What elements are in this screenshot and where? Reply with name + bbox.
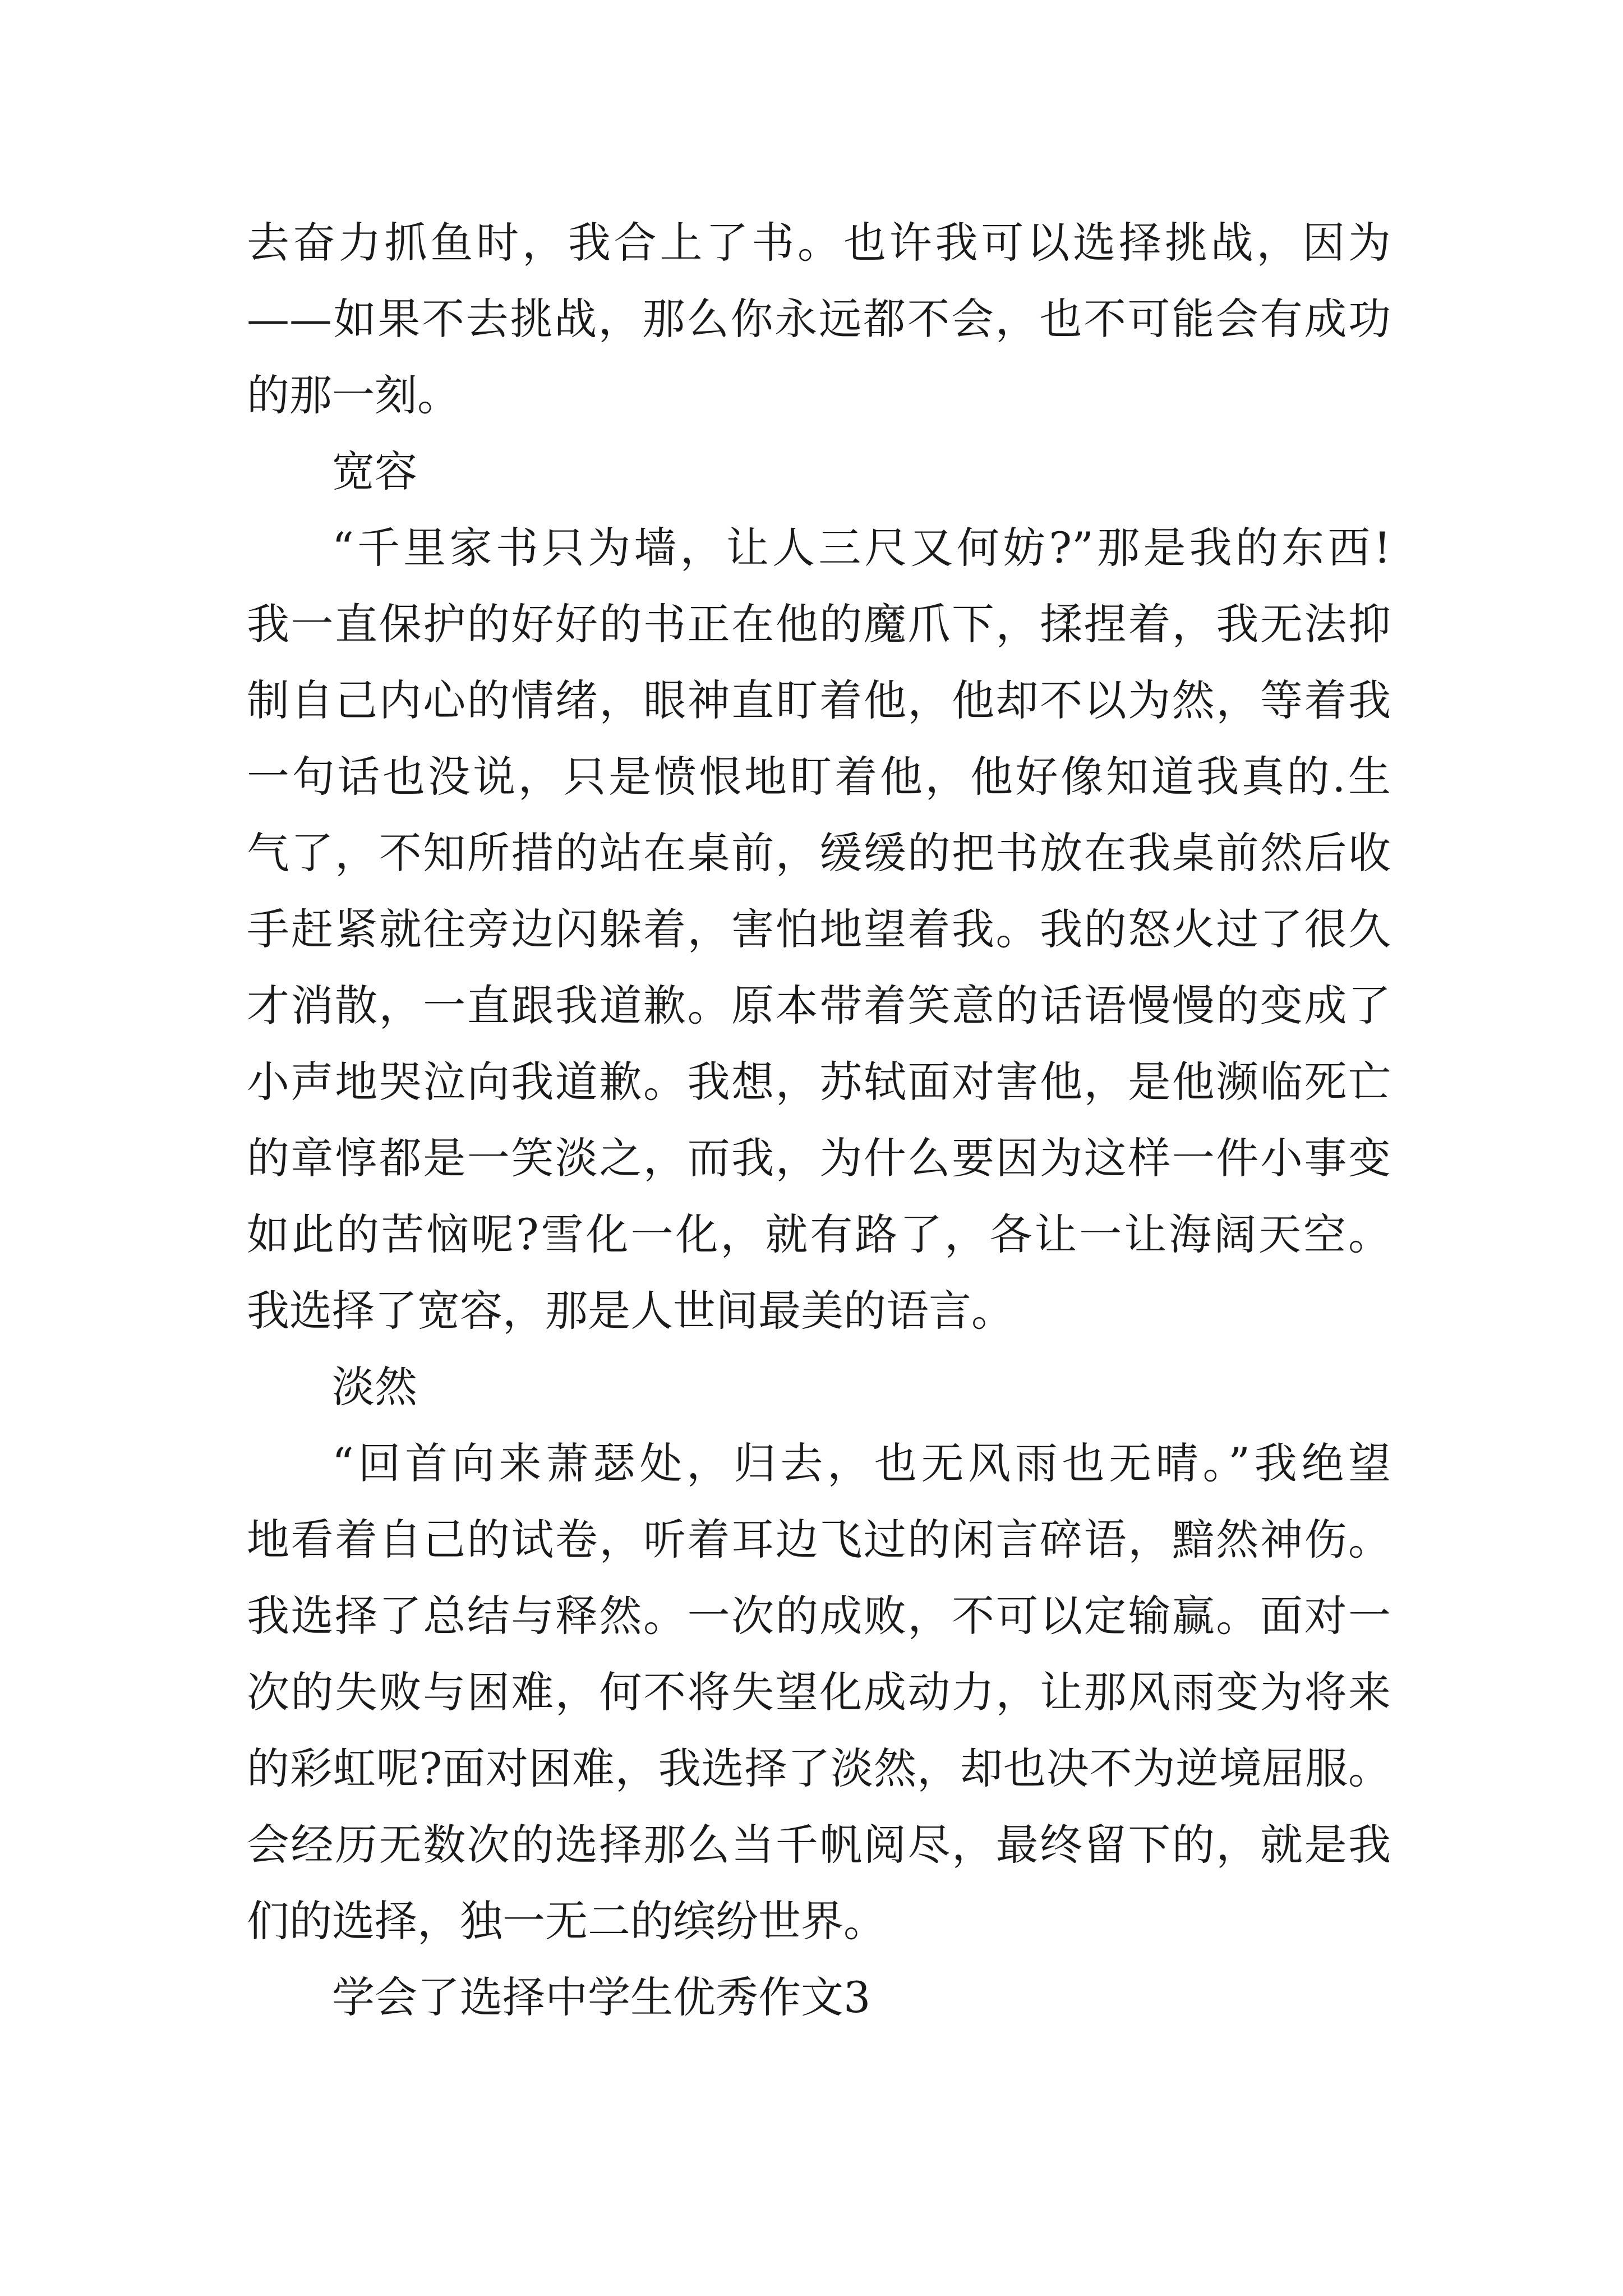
text-line: “回首向来萧瑟处，归去，也无风雨也无晴。”我绝望 bbox=[332, 1438, 1391, 1488]
text-line: 我选择了宽容，那是人世间最美的语言。 bbox=[247, 1286, 1014, 1336]
text-line: 地看着自己的试卷，听着耳边飞过的闲言碎语，黯然神伤。 bbox=[247, 1515, 1391, 1565]
text-line: 小声地哭泣向我道歉。我想，苏轼面对害他，是他濒临死亡 bbox=[247, 1057, 1391, 1107]
text-line: 一句话也没说，只是愤恨地盯着他，他好像知道我真的.生 bbox=[247, 752, 1391, 802]
text-line: 手赶紧就往旁边闪躲着，害怕地望着我。我的怒火过了很久 bbox=[247, 904, 1391, 954]
text-line: 宽容 bbox=[332, 447, 417, 496]
text-line: 去奋力抓鱼时，我合上了书。也许我可以选择挑战，因为 bbox=[247, 218, 1391, 268]
text-line: 气了，不知所措的站在桌前，缓缓的把书放在我桌前然后收 bbox=[247, 828, 1391, 878]
text-line: 会经历无数次的选择那么当千帆阅尽，最终留下的，就是我 bbox=[247, 1820, 1391, 1870]
document-body bbox=[247, 205, 1391, 2036]
text-line: 我选择了总结与释然。一次的成败，不可以定输赢。面对一 bbox=[247, 1591, 1391, 1641]
text-line: ——如果不去挑战，那么你永远都不会，也不可能会有成功 bbox=[247, 294, 1391, 344]
text-line: 才消散，一直跟我道歉。原本带着笑意的话语慢慢的变成了 bbox=[247, 981, 1391, 1030]
text-line: 次的失败与困难，何不将失望化成动力，让那风雨变为将来 bbox=[247, 1667, 1391, 1717]
text-line: 们的选择，独一无二的缤纷世界。 bbox=[247, 1896, 886, 1946]
text-line: 的章惇都是一笑淡之，而我，为什么要因为这样一件小事变 bbox=[247, 1133, 1391, 1183]
text-line: 我一直保护的好好的书正在他的魔爪下，揉捏着，我无法抑 bbox=[247, 599, 1391, 649]
text-line: 淡然 bbox=[332, 1362, 417, 1412]
text-line: 的彩虹呢?面对困难，我选择了淡然，却也决不为逆境屈服。 bbox=[247, 1743, 1391, 1793]
text-line: 如此的苦恼呢?雪化一化，就有路了，各让一让海阔天空。 bbox=[247, 1209, 1391, 1259]
text-line: 制自己内心的情绪，眼神直盯着他，他却不以为然，等着我 bbox=[247, 675, 1391, 725]
text-line: “千里家书只为墙，让人三尺又何妨?”那是我的东西! bbox=[332, 523, 1391, 573]
text-line: 的那一刻。 bbox=[247, 370, 460, 420]
text-line: 学会了选择中学生优秀作文3 bbox=[332, 1972, 871, 2022]
